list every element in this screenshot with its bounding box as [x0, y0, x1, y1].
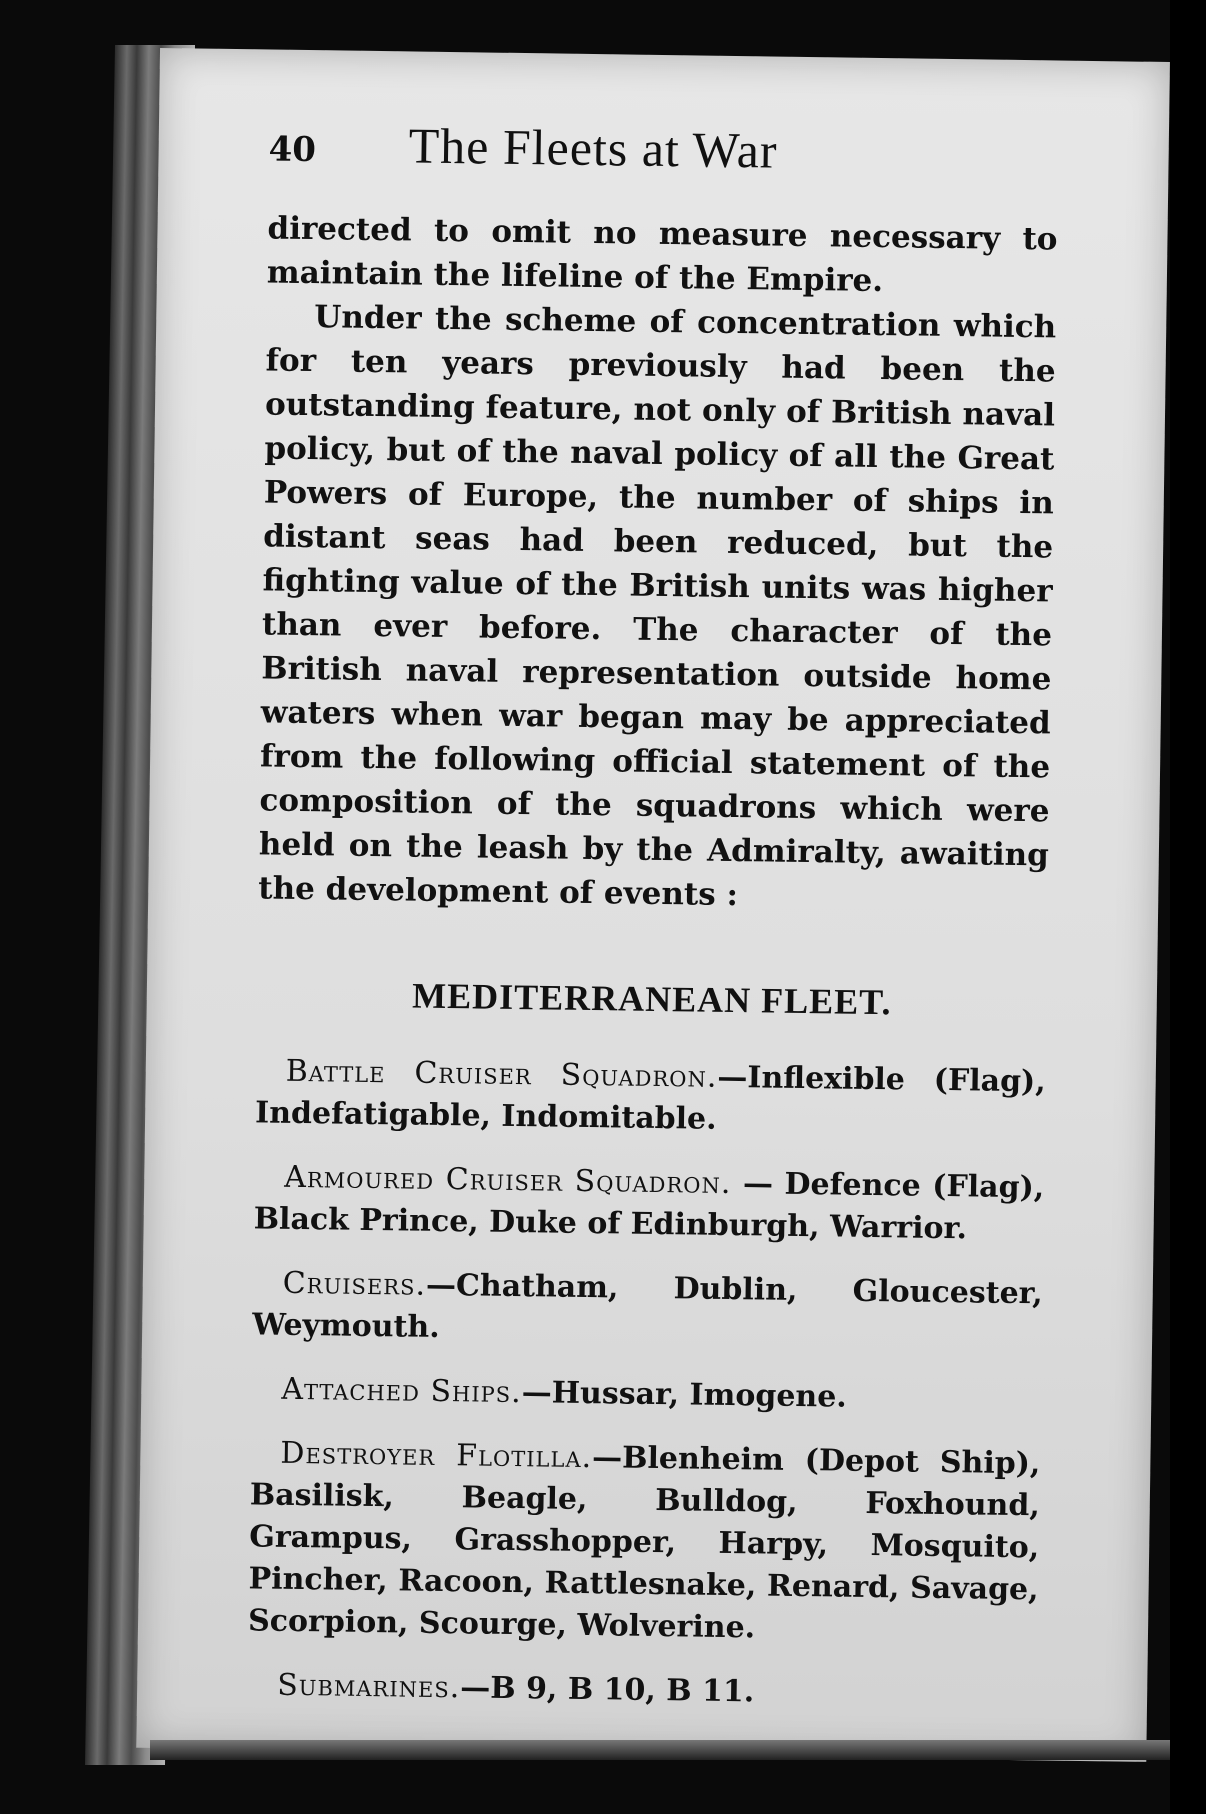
entry-label: Submarines. [276, 1667, 461, 1706]
fleet-entry-attached-ships [251, 1368, 1042, 1421]
fleet-entry-battle-cruisers [255, 1050, 1046, 1145]
entry-label: Attached Ships. [281, 1371, 522, 1411]
page-right-shadow [1170, 0, 1206, 1814]
page-bottom-shadow [150, 1740, 1170, 1760]
entry-text: —Hussar, Imogene. [521, 1375, 847, 1415]
entry-text: —Blenheim (Depot Ship), Basilisk, Beagle, Bulldog, Foxhound, Grampus, Grasshopper, Harpy, Mosquito, Pincher, Racoon, Rattlesnake, Renard, Savage, Scorpion, Scourge, Wolverine. [247, 1440, 1041, 1646]
entry-text: —Chatham, Dublin, Gloucester, Weymouth. [251, 1267, 1043, 1345]
entry-label: Destroyer Flotilla. [280, 1435, 593, 1476]
running-title: The Fleets at War [408, 117, 778, 179]
text-block [247, 114, 1059, 1739]
entry-label: Armoured Cruiser Squadron. [284, 1159, 732, 1202]
entry-text: —Inflexible (Flag), Indefatigable, Indomitable. [254, 1059, 1046, 1137]
page-number: 40 [268, 129, 317, 171]
fleet-entry-armoured-cruisers [253, 1156, 1044, 1251]
paragraph-continued: directed to omit no measure necessary to maintain the lifeline of the Empire. [266, 210, 1058, 300]
section-title: MEDITERRANEAN FLEET. [411, 975, 892, 1023]
fleet-entry-cruisers [252, 1262, 1043, 1357]
paragraph-concentration: Under the scheme of concentration which for ten years previously had been the outstanding feature, not only of British naval policy, but of the naval policy of all the Great Powers of Europe, the number of ships in distant seas had been reduced, but the fighting value of the British units was higher than ever before. The character of the British naval representation outside home waters when war began may be appreciated from the following official statement of the composition of the squadrons which were held on the leash by the Admiralty, awaiting the development of events : [258, 299, 1057, 914]
entry-text: — Defence (Flag), Black Prince, Duke of Edinburgh, Warrior. [253, 1166, 1045, 1247]
entry-label: Battle Cruiser Squadron. [285, 1053, 718, 1095]
running-head [268, 114, 1059, 203]
book-page [136, 48, 1170, 1762]
entry-label: Cruisers. [282, 1265, 427, 1303]
entry-text: —B 9, B 10, B 11. [460, 1670, 755, 1710]
fleet-entry-submarines [247, 1664, 1038, 1717]
fleet-entry-destroyer-flotilla [248, 1432, 1041, 1653]
